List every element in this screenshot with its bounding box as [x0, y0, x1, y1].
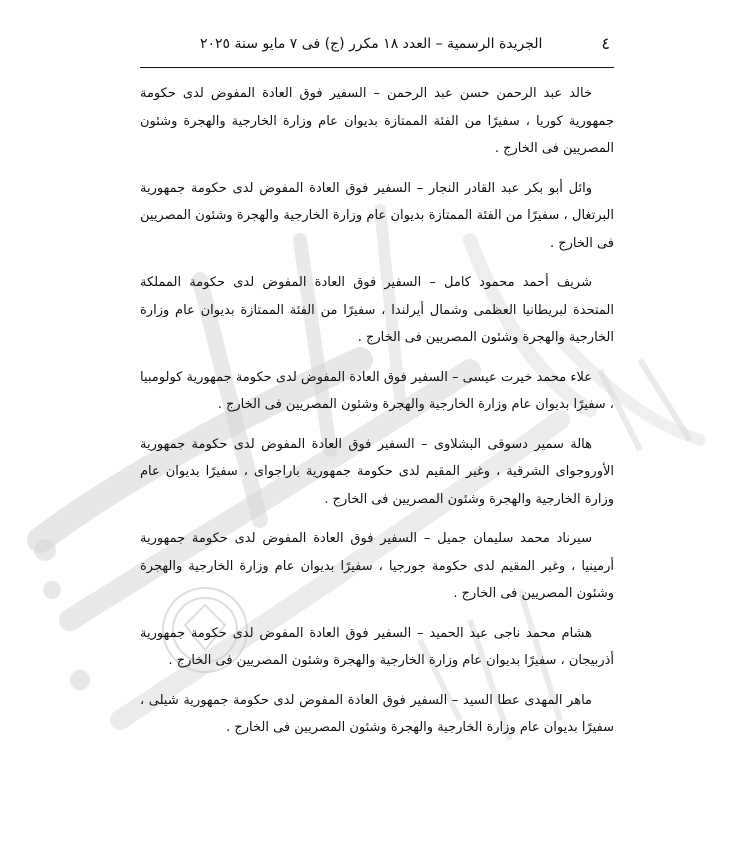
appointment-text: سيرناد محمد سليمان جميل – السفير فوق العادة المفوض لدى حكومة جمهورية أرمينيا ، وغير المقيم لدى حكومة جورجيا ، سفيرًا بديوان عام وزارة الخارجية والهجرة وشئون المصريين فى الخارج . [140, 531, 614, 601]
appointment-entry [140, 80, 614, 163]
header-divider [140, 67, 614, 68]
decree-body [140, 80, 614, 754]
appointment-text: شريف أحمد محمود كامل – السفير فوق العادة المفوض لدى حكومة المملكة المتحدة لبريطانيا العظمى وشمال أيرلندا ، سفيرًا من الفئة الممتازة بديوان عام وزارة الخارجية والهجرة وشئون المصريين فى الخارج . [140, 275, 614, 345]
appointment-entry [140, 175, 614, 258]
appointment-entry [140, 620, 614, 675]
appointment-text: ماهر المهدى عطا السيد – السفير فوق العادة المفوض لدى حكومة جمهورية شيلى ، سفيرًا بديوان عام وزارة الخارجية والهجرة وشئون المصريين فى الخارج . [140, 692, 614, 735]
page-number: ٤ [601, 34, 610, 53]
appointment-text: وائل أبو بكر عبد القادر النجار – السفير فوق العادة المفوض لدى حكومة جمهورية البرتغال ، سفيرًا من الفئة الممتازة بديوان عام وزارة الخارجية والهجرة وشئون المصريين فى الخارج . [140, 180, 614, 251]
appointment-entry [140, 364, 614, 419]
appointment-text: هشام محمد ناجى عبد الحميد – السفير فوق العادة المفوض لدى حكومة جمهورية أذربيجان ، سفيرًا بديوان عام وزارة الخارجية والهجرة وشئون المصريين فى الخارج . [140, 625, 614, 668]
appointment-entry [140, 431, 614, 514]
appointment-text: هالة سمير دسوقى البشلاوى – السفير فوق العادة المفوض لدى حكومة جمهورية الأوروجواى الشرقية ، وغير المقيم لدى حكومة جمهورية باراجواى ، سفيرًا بديوان عام وزارة الخارجية والهجرة وشئون المصريين فى الخارج . [140, 436, 614, 507]
appointment-entry [140, 525, 614, 608]
page-header [140, 34, 610, 64]
appointment-entry [140, 687, 614, 742]
appointment-text: علاء محمد خيرت عيسى – السفير فوق العادة المفوض لدى حكومة جمهورية كولومبيا ، سفيرًا بديوان عام وزارة الخارجية والهجرة وشئون المصريين فى الخارج . [140, 369, 614, 412]
appointment-text: خالد عبد الرحمن حسن عبد الرحمن – السفير فوق العادة المفوض لدى حكومة جمهورية كوريا ، سفيرًا من الفئة الممتازة بديوان عام وزارة الخارجية والهجرة وشئون المصريين فى الخارج . [140, 86, 614, 156]
gazette-title: الجريدة الرسمية – العدد ١٨ مكرر (ج) فى ٧ مايو سنة ٢٠٢٥ [200, 36, 543, 52]
appointment-entry [140, 269, 614, 352]
